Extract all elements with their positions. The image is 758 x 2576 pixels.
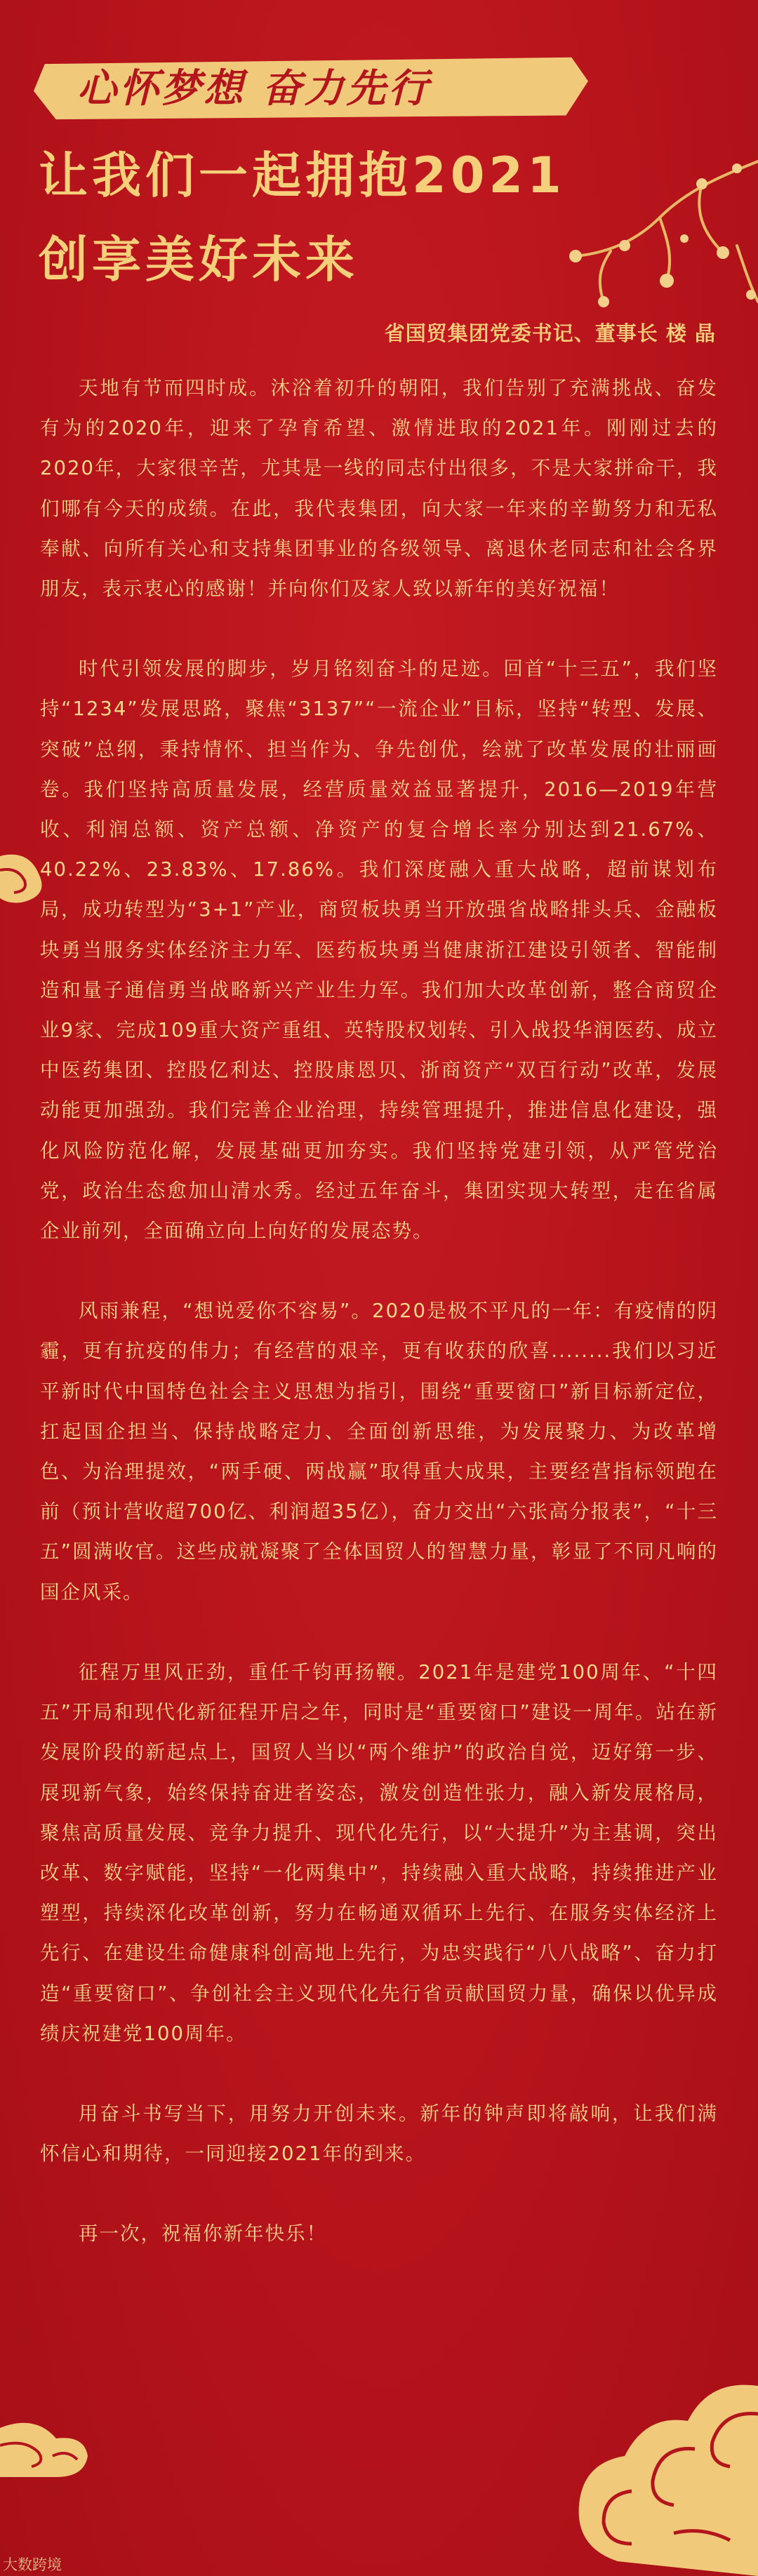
paragraph: 再一次，祝福你新年快乐！ [79,2222,327,2245]
author-line: 省国贸集团党委书记、董事长 楼 晶 [384,321,716,345]
title-line-1: 让我们一起拥抱2021 [39,147,566,204]
auspicious-cloud-icon [0,842,49,919]
letter-body [40,368,718,2295]
auspicious-cloud-icon [0,2407,91,2477]
auspicious-cloud-icon [568,2358,758,2576]
title-line-2: 创享美好未来 [39,231,359,288]
plum-blossom-branch-icon [526,133,758,344]
paragraph: 用奋斗书写当下，用努力开创未来。新年的钟声即将敲响，让我们满怀信心和期待，一同迎接2021年的到来。 [40,2102,718,2165]
banner-slogan: 心怀梦想 奋力先行 [77,66,431,112]
watermark-logo: 大数跨境 [3,2556,62,2573]
paragraph: 风雨兼程，“想说爱你不容易”。2020是极不平凡的一年：有疫情的阴霾，更有抗疫的伟力；有经营的艰辛，更有收获的欣喜........我们以习近平新时代中国特色社会主义思想为指引，围绕“重要窗口”新目标新定位，扛起国企担当、保持战略定力、全面创新思维，为发展聚力、为改革增色、为治理提效，“两手硬、两战赢”取得重大成果，主要经营指标领跑在前（预计营收超700亿、利润超35亿），奋力交出“六张高分报表”，“十三五”圆满收官。这些成就凝聚了全体国贸人的智慧力量，彰显了不同凡响的国企风采。 [40,1300,718,1603]
paragraph: 征程万里风正劲，重任千钧再扬鞭。2021年是建党100周年、“十四五”开局和现代化新征程开启之年，同时是“重要窗口”建设一周年。站在新发展阶段的新起点上，国贸人当以“两个维护”的政治自觉，迈好第一步、展现新气象，始终保持奋进者姿态，激发创造性张力，融入新发展格局，聚焦高质量发展、竞争力提升、现代化先行，以“大提升”为主基调，突出改革、数字赋能，坚持“一化两集中”，持续融入重大战略，持续推进产业塑型，持续深化改革创新，努力在畅通双循环上先行、在服务实体经济上先行、在建设生命健康科创高地上先行，为忠实践行“八八战略”、奋力打造“重要窗口”、争创社会主义现代化先行省贡献国贸力量，确保以优异成绩庆祝建党100周年。 [40,1660,718,2045]
paragraph: 时代引领发展的脚步，岁月铭刻奋斗的足迹。回首“十三五”，我们坚持“1234”发展思路，聚焦“3137”“一流企业”目标，坚持“转型、发展、突破”总纲，秉持情怀、担当作为、争先创优，绘就了改革发展的壮丽画卷。我们坚持高质量发展，经营质量效益显著提升，2016—2019年营收、利润总额、资产总额、净资产的复合增长率分别达到21.67%、40.22%、23.83%、17.86%。我们深度融入重大战略，超前谋划布局，成功转型为“3+1”产业，商贸板块勇当开放强省战略排头兵、金融板块勇当服务实体经济主力军、医药板块勇当健康浙江建设引领者、智能制造和量子通信勇当战略新兴产业生力军。我们加大改革创新，整合商贸企业9家、完成109重大资产重组、英特股权划转、引入战投华润医药、成立中医药集团、控股亿利达、控股康恩贝、浙商资产“双百行动”改革，发展动能更加强劲。我们完善企业治理，持续管理提升，推进信息化建设，强化风险防范化解，发展基础更加夯实。我们坚持党建引领，从严管党治党，政治生态愈加山清水秀。经过五年奋斗，集团实现大转型，走在省属企业前列，全面确立向上向好的发展态势。 [40,658,718,1243]
paragraph: 天地有节而四时成。沐浴着初升的朝阳，我们告别了充满挑战、奋发有为的2020年，迎来了孕育希望、激情进取的2021年。刚刚过去的2020年，大家很辛苦，尤其是一线的同志付出很多，不是大家拼命干，我们哪有今天的成绩。在此，我代表集团，向大家一年来的辛勤努力和无私奉献、向所有关心和支持集团事业的各级领导、离退休老同志和社会各界朋友，表示衷心的感谢！并向你们及家人致以新年的美好祝福！ [40,377,718,601]
